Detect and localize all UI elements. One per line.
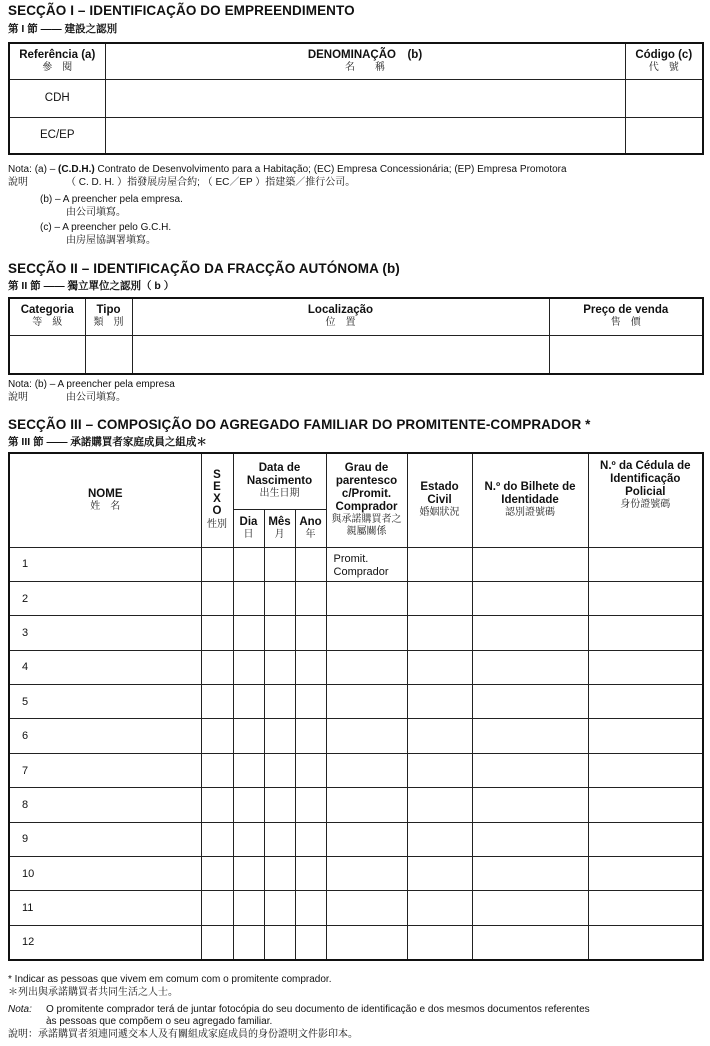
field-codigo-ecep[interactable] bbox=[625, 117, 703, 154]
note-a-bold: (C.D.H.) bbox=[58, 164, 95, 175]
header-estado bbox=[407, 453, 472, 547]
field-cedula[interactable] bbox=[588, 719, 703, 753]
field-bilhete[interactable] bbox=[472, 857, 588, 891]
field-sexo[interactable] bbox=[201, 788, 233, 822]
header-bilhete bbox=[472, 453, 588, 547]
header-estado-zh: 婚姻狀況 bbox=[419, 507, 460, 519]
note2-b-text: A preencher pela empresa bbox=[57, 379, 175, 390]
field-grau[interactable] bbox=[326, 616, 407, 650]
table-row bbox=[9, 857, 703, 891]
header-categoria-zh: 等 級 bbox=[32, 317, 63, 329]
field-dia[interactable] bbox=[233, 891, 264, 925]
section2-note-b bbox=[8, 379, 175, 391]
field-cedula[interactable] bbox=[588, 581, 703, 615]
cell-ref-ecep: EC/EP bbox=[9, 117, 105, 154]
header-nascimento bbox=[233, 453, 326, 509]
field-mes[interactable] bbox=[264, 891, 295, 925]
field-bilhete[interactable] bbox=[472, 650, 588, 684]
field-sexo[interactable] bbox=[201, 822, 233, 856]
row-number: 11 bbox=[9, 891, 201, 925]
section2-subtitle: 第 II 節 —— 獨立單位之認別（ b ） bbox=[8, 280, 175, 292]
table-row bbox=[9, 891, 703, 925]
note2-label-pt: Nota: bbox=[8, 379, 32, 390]
header-sexo-pt: S E X O bbox=[212, 469, 222, 518]
field-mes[interactable] bbox=[264, 788, 295, 822]
field-cedula[interactable] bbox=[588, 822, 703, 856]
field-ano[interactable] bbox=[295, 547, 326, 581]
field-ano[interactable] bbox=[295, 857, 326, 891]
field-dia[interactable] bbox=[233, 685, 264, 719]
field-bilhete[interactable] bbox=[472, 547, 588, 581]
table-row bbox=[9, 547, 703, 581]
header-categoria-pt: Categoria bbox=[20, 304, 74, 317]
row-number: 5 bbox=[9, 685, 201, 719]
field-ano[interactable] bbox=[295, 788, 326, 822]
field-grau[interactable] bbox=[326, 822, 407, 856]
header-codigo-pt: Código (c) bbox=[635, 48, 693, 61]
header-referencia bbox=[9, 43, 105, 79]
table-row bbox=[9, 788, 703, 822]
note2-b-zh: 由公司塡寫。 bbox=[66, 392, 126, 403]
field-cedula[interactable] bbox=[588, 547, 703, 581]
header-grau bbox=[326, 453, 407, 547]
field-dia[interactable] bbox=[233, 822, 264, 856]
section3-subtitle: 第 III 節 —— 承諾購買者家庭成員之組成＊ bbox=[8, 436, 207, 448]
header-bilhete-pt: N.º do Bilhete de Identidade bbox=[484, 481, 576, 507]
section2-title: SECÇÃO II – IDENTIFICAÇÃO DA FRACÇÃO AUTÓNOMA (b) bbox=[8, 261, 400, 276]
section1-header-row bbox=[9, 43, 703, 79]
field-mes[interactable] bbox=[264, 753, 295, 787]
field-grau[interactable] bbox=[326, 753, 407, 787]
field-dia[interactable] bbox=[233, 650, 264, 684]
field-sexo[interactable] bbox=[201, 719, 233, 753]
header-tipo-zh: 類 別 bbox=[93, 317, 124, 329]
note-a-text: Contrato de Desenvolvimento para a Habitação; (EC) Empresa Concessionária; (EP) Empresa Promotora bbox=[94, 164, 567, 175]
field-dia[interactable] bbox=[233, 788, 264, 822]
header-nome-zh: 姓 名 bbox=[90, 500, 121, 512]
field-mes[interactable] bbox=[264, 650, 295, 684]
note-c-marker: (c) – bbox=[40, 222, 60, 233]
field-ano[interactable] bbox=[295, 891, 326, 925]
section2-table bbox=[8, 297, 704, 375]
field-grau[interactable] bbox=[326, 788, 407, 822]
header-bilhete-zh: 認別證號碼 bbox=[505, 507, 556, 519]
field-mes[interactable] bbox=[264, 581, 295, 615]
section1-note-b bbox=[40, 194, 183, 206]
field-cedula[interactable] bbox=[588, 650, 703, 684]
table-row bbox=[9, 719, 703, 753]
field-tipo[interactable] bbox=[85, 335, 132, 374]
field-bilhete[interactable] bbox=[472, 719, 588, 753]
note-a-zh: （ C. D. H. ）指發展房屋合約; （ EC／EP ）指建築／推行公司。 bbox=[66, 177, 356, 188]
header-preco-pt: Preço de venda bbox=[583, 304, 669, 317]
cell-ref-cdh: CDH bbox=[9, 79, 105, 117]
field-mes[interactable] bbox=[264, 925, 295, 959]
field-grau[interactable] bbox=[326, 685, 407, 719]
field-ano[interactable] bbox=[295, 685, 326, 719]
note-c-zh: 由房屋協調署塡寫。 bbox=[66, 235, 156, 246]
field-estado[interactable] bbox=[407, 822, 472, 856]
field-denominacao-cdh[interactable] bbox=[105, 79, 625, 117]
field-bilhete[interactable] bbox=[472, 925, 588, 959]
field-ano[interactable] bbox=[295, 719, 326, 753]
field-sexo[interactable] bbox=[201, 650, 233, 684]
field-mes[interactable] bbox=[264, 857, 295, 891]
header-mes-zh: 月 bbox=[274, 528, 285, 540]
table-row bbox=[9, 753, 703, 787]
row-number: 8 bbox=[9, 788, 201, 822]
row-number: 12 bbox=[9, 925, 201, 959]
header-codigo bbox=[625, 43, 703, 79]
header-codigo-zh: 代 號 bbox=[648, 61, 679, 73]
header-preco bbox=[549, 298, 703, 335]
note-b-zh: 由公司塡寫。 bbox=[66, 207, 126, 218]
header-sexo bbox=[201, 453, 233, 547]
field-mes[interactable] bbox=[264, 547, 295, 581]
field-sexo[interactable] bbox=[201, 925, 233, 959]
field-dia[interactable] bbox=[233, 753, 264, 787]
footnote-nota-line2: às pessoas que compõem o seu agregado familiar. bbox=[46, 1016, 273, 1027]
field-estado[interactable] bbox=[407, 650, 472, 684]
field-preco[interactable] bbox=[549, 335, 703, 374]
field-sexo[interactable] bbox=[201, 753, 233, 787]
field-bilhete[interactable] bbox=[472, 788, 588, 822]
table-row bbox=[9, 616, 703, 650]
table-row bbox=[9, 822, 703, 856]
header-nascimento-pt: Data de Nascimento bbox=[246, 462, 313, 488]
field-bilhete[interactable] bbox=[472, 685, 588, 719]
field-estado[interactable] bbox=[407, 788, 472, 822]
header-sexo-zh: 性別 bbox=[207, 519, 227, 531]
section3-title: SECÇÃO III – COMPOSIÇÃO DO AGREGADO FAMILIAR DO PROMITENTE-COMPRADOR * bbox=[8, 417, 591, 432]
note-label-pt: Nota: bbox=[8, 164, 32, 175]
field-codigo-cdh[interactable] bbox=[625, 79, 703, 117]
note-c-text: A preencher pelo G.C.H. bbox=[62, 222, 172, 233]
row-number: 4 bbox=[9, 650, 201, 684]
note-b-marker: (b) – bbox=[40, 194, 61, 205]
field-sexo[interactable] bbox=[201, 891, 233, 925]
field-ano[interactable] bbox=[295, 650, 326, 684]
header-dia-zh: 日 bbox=[243, 528, 254, 540]
header-preco-zh: 售 價 bbox=[610, 317, 641, 329]
field-grau[interactable] bbox=[326, 857, 407, 891]
field-ano[interactable] bbox=[295, 616, 326, 650]
footnote-nota-line1: O promitente comprador terá de juntar fotocópia do seu documento de identificação e dos mesmos documentos referentes bbox=[46, 1004, 590, 1015]
field-cedula[interactable] bbox=[588, 925, 703, 959]
field-dia[interactable] bbox=[233, 547, 264, 581]
field-mes[interactable] bbox=[264, 616, 295, 650]
field-grau[interactable]: Promit. Comprador bbox=[326, 547, 407, 581]
field-denominacao-ecep[interactable] bbox=[105, 117, 625, 154]
table-row bbox=[9, 650, 703, 684]
field-estado[interactable] bbox=[407, 857, 472, 891]
footnote-nota-label: Nota: bbox=[8, 1004, 32, 1015]
field-bilhete[interactable] bbox=[472, 891, 588, 925]
header-ano-zh: 年 bbox=[305, 528, 316, 540]
header-tipo bbox=[85, 298, 132, 335]
header-localizacao-pt: Localização bbox=[307, 304, 374, 317]
row-number: 2 bbox=[9, 581, 201, 615]
header-grau-pt: Grau de parentesco c/Promit. Comprador bbox=[335, 462, 398, 514]
note2-b-marker: (b) – bbox=[34, 379, 56, 390]
header-mes bbox=[264, 509, 295, 547]
field-estado[interactable] bbox=[407, 581, 472, 615]
header-ano-pt: Ano bbox=[299, 515, 322, 528]
header-nascimento-zh: 出生日期 bbox=[259, 488, 300, 500]
row-number: 6 bbox=[9, 719, 201, 753]
header-localizacao-zh: 位 置 bbox=[325, 317, 356, 329]
field-bilhete[interactable] bbox=[472, 822, 588, 856]
section1-subtitle: 第 I 節 —— 建設之認別 bbox=[8, 23, 118, 35]
field-estado[interactable] bbox=[407, 753, 472, 787]
header-denominacao bbox=[105, 43, 625, 79]
field-bilhete[interactable] bbox=[472, 581, 588, 615]
field-dia[interactable] bbox=[233, 719, 264, 753]
header-cedula-pt: N.º da Cédula de Identificação Policial bbox=[600, 460, 691, 498]
field-localizacao[interactable] bbox=[132, 335, 549, 374]
header-tipo-pt: Tipo bbox=[96, 304, 121, 317]
field-sexo[interactable] bbox=[201, 547, 233, 581]
field-dia[interactable] bbox=[233, 857, 264, 891]
table-row bbox=[9, 581, 703, 615]
field-mes[interactable] bbox=[264, 822, 295, 856]
section2-header-row bbox=[9, 298, 703, 335]
header-nome bbox=[9, 453, 201, 547]
field-cedula[interactable] bbox=[588, 616, 703, 650]
footnote-asterisk-zh: ＊列出與承諾購買者共同生活之人士。 bbox=[8, 987, 178, 998]
field-sexo[interactable] bbox=[201, 581, 233, 615]
field-sexo[interactable] bbox=[201, 616, 233, 650]
table-row-cdh bbox=[9, 79, 703, 117]
field-sexo[interactable] bbox=[201, 685, 233, 719]
field-grau[interactable] bbox=[326, 650, 407, 684]
table-row bbox=[9, 685, 703, 719]
header-cedula bbox=[588, 453, 703, 547]
header-localizacao bbox=[132, 298, 549, 335]
section1-note-a bbox=[8, 164, 567, 176]
header-dia bbox=[233, 509, 264, 547]
header-nome-pt: NOME bbox=[88, 487, 123, 500]
section3-rows bbox=[9, 547, 703, 960]
section1-note-c bbox=[40, 222, 171, 234]
note-a-marker: (a) – bbox=[34, 164, 56, 175]
header-dia-pt: Dia bbox=[239, 515, 258, 528]
row-number: 9 bbox=[9, 822, 201, 856]
header-referencia-pt: Referência (a) bbox=[19, 48, 96, 61]
note-label-zh: 說明 bbox=[8, 177, 28, 188]
header-estado-pt: Estado Civil bbox=[420, 481, 459, 507]
field-bilhete[interactable] bbox=[472, 753, 588, 787]
field-ano[interactable] bbox=[295, 822, 326, 856]
field-estado[interactable] bbox=[407, 891, 472, 925]
field-estado[interactable] bbox=[407, 547, 472, 581]
field-cedula[interactable] bbox=[588, 891, 703, 925]
header-categoria bbox=[9, 298, 85, 335]
header-referencia-zh: 參 閱 bbox=[42, 61, 73, 73]
field-mes[interactable] bbox=[264, 685, 295, 719]
note-b-text: A preencher pela empresa. bbox=[62, 194, 183, 205]
field-ano[interactable] bbox=[295, 753, 326, 787]
header-ano bbox=[295, 509, 326, 547]
footnote-nota-zh: 說明：承諾購買者須連同遞交本人及有關組成家庭成員的身份證明文件影印本。 bbox=[8, 1029, 358, 1040]
field-bilhete[interactable] bbox=[472, 616, 588, 650]
header-mes-pt: Mês bbox=[268, 515, 291, 528]
row-number: 1 bbox=[9, 547, 201, 581]
header-grau-zh: 與承諾購買者之親屬關係 bbox=[331, 514, 402, 538]
field-cedula[interactable] bbox=[588, 753, 703, 787]
field-dia[interactable] bbox=[233, 581, 264, 615]
field-sexo[interactable] bbox=[201, 857, 233, 891]
row-number: 7 bbox=[9, 753, 201, 787]
field-cedula[interactable] bbox=[588, 685, 703, 719]
header-denominacao-zh: 名 稱 bbox=[345, 61, 385, 73]
field-estado[interactable] bbox=[407, 925, 472, 959]
field-dia[interactable] bbox=[233, 616, 264, 650]
table-row bbox=[9, 925, 703, 959]
field-estado[interactable] bbox=[407, 685, 472, 719]
field-grau[interactable] bbox=[326, 719, 407, 753]
note2-label-zh: 說明 bbox=[8, 392, 28, 403]
field-ano[interactable] bbox=[295, 925, 326, 959]
section2-data-row bbox=[9, 335, 703, 374]
row-number: 10 bbox=[9, 857, 201, 891]
section3-table bbox=[8, 452, 704, 961]
field-dia[interactable] bbox=[233, 925, 264, 959]
footnote-asterisk-pt: * Indicar as pessoas que vivem em comum com o promitente comprador. bbox=[8, 974, 332, 985]
table-row-ecep bbox=[9, 117, 703, 154]
header-denominacao-pt: DENOMINAÇÃO (b) bbox=[307, 48, 423, 61]
field-grau[interactable] bbox=[326, 891, 407, 925]
field-estado[interactable] bbox=[407, 719, 472, 753]
field-ano[interactable] bbox=[295, 581, 326, 615]
field-cedula[interactable] bbox=[588, 788, 703, 822]
section1-title: SECÇÃO I – IDENTIFICAÇÃO DO EMPREENDIMENTO bbox=[8, 3, 355, 18]
field-cedula[interactable] bbox=[588, 857, 703, 891]
field-grau[interactable] bbox=[326, 925, 407, 959]
field-categoria[interactable] bbox=[9, 335, 85, 374]
section1-table bbox=[8, 42, 704, 155]
field-estado[interactable] bbox=[407, 616, 472, 650]
section3-header-row-1 bbox=[9, 453, 703, 509]
field-grau[interactable] bbox=[326, 581, 407, 615]
field-mes[interactable] bbox=[264, 719, 295, 753]
row-number: 3 bbox=[9, 616, 201, 650]
header-cedula-zh: 身份證號碼 bbox=[620, 499, 671, 510]
